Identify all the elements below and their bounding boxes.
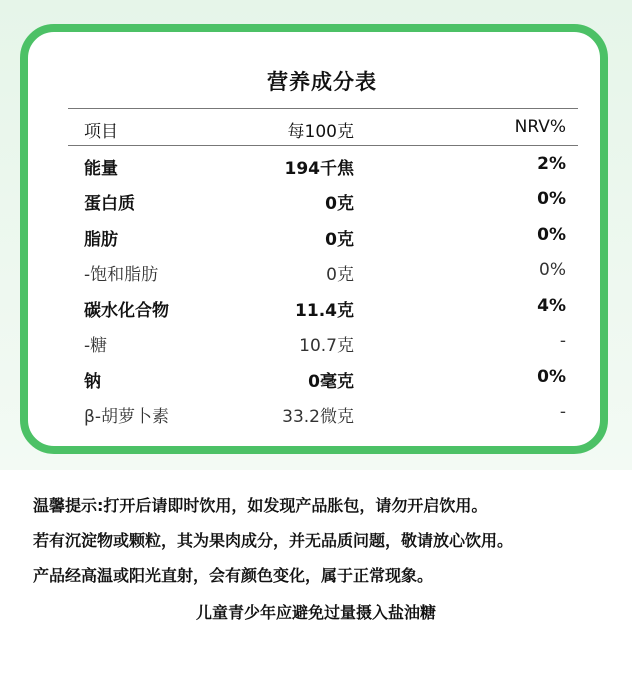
table-row-beta-carotene — [68, 394, 578, 430]
row-name: 碳水化合物 — [84, 300, 169, 321]
table-row-sodium — [68, 359, 578, 395]
row-nrv: 0% — [539, 260, 566, 280]
row-name: 能量 — [84, 158, 118, 179]
row-name: 蛋白质 — [84, 194, 135, 214]
row-value: 10.7克 — [299, 336, 354, 356]
panel-title: 营养成分表 — [267, 70, 377, 94]
nutrition-panel — [20, 24, 608, 454]
row-nrv: 0% — [537, 224, 566, 245]
row-name: 钠 — [84, 371, 101, 392]
table-row-carbohydrate — [68, 288, 578, 324]
row-value: 0克 — [325, 229, 354, 250]
table-row-energy — [68, 146, 578, 182]
table-row-protein — [68, 181, 578, 217]
row-nrv: 2% — [537, 153, 566, 174]
row-value: 33.2微克 — [282, 407, 354, 427]
notice-line: 产品经高温或阳光直射，会有颜色变化，属于正常现象。 — [33, 566, 434, 585]
notice-line: 若有沉淀物或颗粒，其为果肉成分，并无品质问题，敬请放心饮用。 — [33, 531, 514, 550]
row-value: 0克 — [325, 194, 354, 214]
table-row-saturated-fat — [68, 252, 578, 288]
row-name: β-胡萝卜素 — [84, 407, 169, 427]
row-value: 0毫克 — [308, 371, 354, 392]
row-value: 11.4克 — [295, 300, 354, 321]
row-value: 194千焦 — [284, 158, 354, 179]
row-nrv: 4% — [537, 295, 566, 316]
notice-line: 温馨提示:打开后请即时饮用，如发现产品胀包，请勿开启饮用。 — [33, 496, 488, 515]
table-row-sugar — [68, 323, 578, 359]
row-nrv: 0% — [537, 366, 566, 387]
header-per-100g: 每100克 — [287, 122, 354, 142]
row-name: 脂肪 — [84, 229, 118, 250]
health-warning: 儿童青少年应避免过量摄入盐油糖 — [195, 603, 436, 622]
nutrition-table — [68, 108, 578, 430]
header-item: 项目 — [84, 122, 118, 142]
row-name: -饱和脂肪 — [84, 265, 159, 285]
table-header-row — [68, 109, 578, 146]
row-value: 0克 — [326, 265, 354, 285]
row-name: -糖 — [84, 336, 108, 356]
notice-text — [33, 488, 613, 593]
row-nrv: - — [559, 331, 566, 351]
header-nrv: NRV% — [514, 117, 566, 137]
table-row-fat — [68, 217, 578, 253]
row-nrv: 0% — [537, 189, 566, 209]
row-nrv: - — [559, 402, 566, 422]
